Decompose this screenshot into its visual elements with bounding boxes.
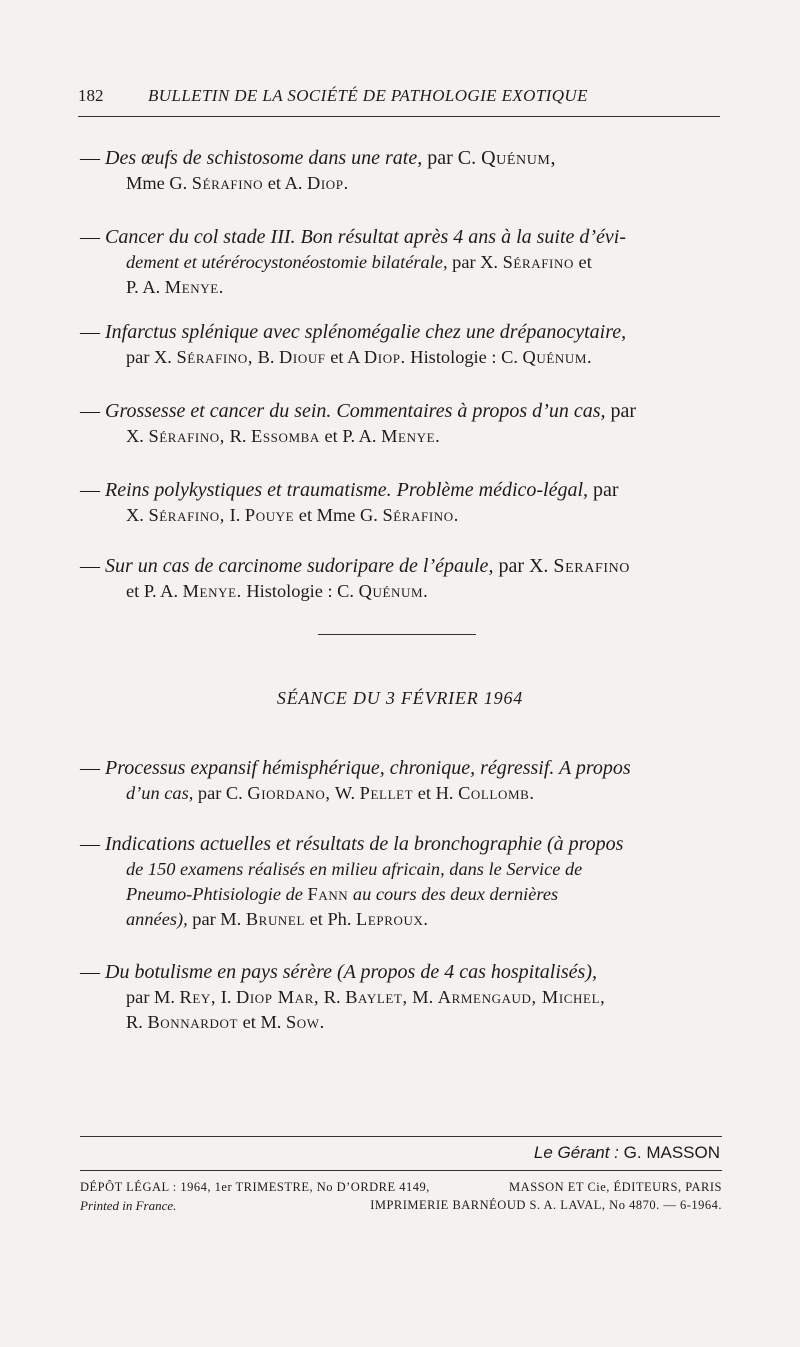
communication-entry	[80, 320, 722, 370]
author-name: Rey,	[179, 987, 217, 1007]
entry-text: R.	[225, 426, 252, 446]
entry-line	[80, 424, 722, 449]
seance-title: SÉANCE DU 3 FÉVRIER 1964	[276, 688, 524, 708]
entry-text: par	[588, 479, 619, 501]
author-name: Menye.	[164, 277, 224, 297]
entry-text: et H.	[413, 783, 459, 803]
running-title: BULLETIN DE LA SOCIÉTÉ DE PATHOLOGIE EXOTIQUE	[148, 86, 588, 105]
author-name: Diop Mar,	[236, 987, 320, 1007]
entry-text: par X.	[447, 252, 503, 272]
communication-entry	[80, 832, 722, 932]
entry-text: —	[80, 226, 105, 248]
entry-text: et P. A.	[319, 426, 382, 446]
title-text: Sur un cas de carcinome sudoripare de l’épaule,	[105, 555, 494, 577]
title-text: d’un cas,	[126, 783, 194, 803]
author-name: Brunel	[245, 909, 306, 929]
entry-text: I.	[216, 987, 237, 1007]
author-name: Fann	[307, 884, 349, 904]
entry-line	[80, 960, 722, 985]
author-name: Sérafino,	[176, 347, 254, 367]
entry-line	[80, 250, 722, 275]
communication-entry	[80, 756, 722, 806]
entry-line	[80, 781, 722, 806]
entry-text: par C.	[422, 147, 482, 169]
author-name: Sérafino,	[148, 426, 225, 446]
author-name: Sérafino	[502, 252, 574, 272]
entry-text: Histologie : C.	[241, 581, 359, 601]
entry-text: par X.	[493, 555, 554, 577]
printed-in: Printed in France.	[80, 1198, 177, 1213]
author-name: Pouye	[244, 505, 295, 525]
author-name: Pellet	[359, 783, 414, 803]
title-text: années),	[126, 909, 188, 929]
entry-text: et M.	[238, 1012, 286, 1032]
communication-entry	[80, 478, 722, 528]
entry-text: et Mme G.	[294, 505, 383, 525]
author-name: Diouf	[279, 347, 326, 367]
entry-line	[80, 399, 722, 424]
entry-text: et A	[325, 347, 364, 367]
page-number: 182	[78, 86, 104, 105]
entry-text: —	[80, 555, 105, 577]
communication-entry	[80, 146, 722, 196]
entry-line	[80, 171, 722, 196]
depot-right: MASSON ET Cie, ÉDITEURS, PARIS	[509, 1180, 722, 1194]
depot-left: DÉPÔT LÉGAL : 1964, 1er TRIMESTRE, No D’ORDRE 4149,	[80, 1180, 430, 1194]
title-text: Du botulisme en pays sérère (A propos de 4 cas hospitalisés),	[105, 961, 597, 983]
entry-text: I.	[225, 505, 245, 525]
title-text: de 150 examens réalisés en milieu africain, dans le Service de	[126, 859, 583, 879]
author-name: Sérafino	[191, 173, 264, 193]
author-name: Essomba	[251, 426, 320, 446]
author-name: Diop.	[307, 173, 349, 193]
author-name: Sérafino.	[382, 505, 459, 525]
title-text: dement et utérérocystonéostomie bilatérale,	[126, 252, 448, 272]
title-text: Cancer du col stade III. Bon résultat après 4 ans à la suite d’évi-	[105, 226, 627, 248]
entry-text: et	[573, 252, 592, 272]
entry-line	[80, 554, 722, 579]
entry-text: P. A.	[126, 277, 165, 297]
entry-line	[80, 146, 722, 171]
title-text: Pneumo-Phtisiologie de	[126, 884, 308, 904]
author-name: Quénum,	[481, 147, 557, 169]
author-name: Diop.	[363, 347, 406, 367]
section-divider	[318, 634, 476, 635]
gerant-line	[534, 1143, 720, 1163]
entry-text: W.	[330, 783, 360, 803]
running-header	[78, 86, 720, 110]
footer-rule	[80, 1136, 722, 1137]
entry-line	[80, 225, 722, 250]
entry-line	[80, 907, 722, 932]
imprimerie: IMPRIMERIE BARNÉOUD S. A. LAVAL, No 4870. — 6-1964.	[370, 1198, 722, 1212]
entry-text: et Ph.	[305, 909, 357, 929]
title-text: Des œufs de schistosome dans une rate,	[105, 147, 423, 169]
entry-text: par	[605, 400, 637, 422]
entry-line	[80, 985, 722, 1010]
author-name: Giordano,	[247, 783, 331, 803]
entry-line	[80, 857, 722, 882]
author-name: Menye.	[381, 426, 441, 446]
communication-entry	[80, 399, 722, 449]
title-text: Reins polykystiques et traumatisme. Problème médico-légal,	[105, 479, 589, 501]
entry-line	[80, 320, 722, 345]
entry-text: X.	[126, 505, 149, 525]
title-text: Grossesse et cancer du sein. Commentaires à propos d’un cas,	[105, 400, 606, 422]
entry-line	[80, 882, 722, 907]
title-text: Processus expansif hémisphérique, chronique, régressif. A propos	[105, 757, 631, 779]
author-name: Menye.	[182, 581, 242, 601]
author-name: Serafino	[553, 555, 631, 577]
entry-line	[80, 503, 722, 528]
entry-text: et P. A.	[126, 581, 183, 601]
author-name: Baylet,	[345, 987, 408, 1007]
entry-text: —	[80, 479, 105, 501]
entry-text: —	[80, 400, 105, 422]
author-name: Leproux.	[356, 909, 429, 929]
entry-text: par X.	[126, 347, 177, 367]
author-name: Armengaud, Michel,	[437, 987, 606, 1007]
entry-text: par M.	[187, 909, 246, 929]
entry-text: —	[80, 757, 105, 779]
printer-line	[80, 1198, 722, 1214]
entry-text: —	[80, 833, 105, 855]
header-rule	[78, 116, 720, 117]
author-name: Sérafino,	[148, 505, 225, 525]
title-text: Infarctus splénique avec splénomégalie chez une drépanocytaire,	[105, 321, 627, 343]
entry-line	[80, 1010, 722, 1035]
entry-line	[80, 275, 722, 300]
title-text: Indications actuelles et résultats de la bronchographie (à propos	[105, 833, 624, 855]
entry-text: M.	[407, 987, 438, 1007]
communication-entry	[80, 960, 722, 1035]
author-name: Quénum.	[522, 347, 593, 367]
author-name: Collomb.	[458, 783, 535, 803]
entry-text: par C.	[193, 783, 248, 803]
communication-entry	[80, 225, 722, 300]
footer-rule-2	[80, 1170, 722, 1171]
entry-text: par M.	[126, 987, 180, 1007]
entry-line	[80, 579, 722, 604]
entry-line	[80, 345, 722, 370]
author-name: Bonnardot	[147, 1012, 239, 1032]
gerant-label: Le Gérant :	[533, 1143, 619, 1162]
entry-text: B.	[253, 347, 280, 367]
entry-text: R.	[126, 1012, 148, 1032]
author-name: Quénum.	[358, 581, 429, 601]
entry-text: R.	[319, 987, 346, 1007]
entry-line	[80, 832, 722, 857]
entry-line	[80, 756, 722, 781]
entry-text: et A.	[263, 173, 308, 193]
entry-line	[80, 478, 722, 503]
entry-text: —	[80, 321, 105, 343]
entry-text: Mme G.	[126, 173, 192, 193]
gerant-name: G. MASSON	[618, 1143, 720, 1162]
author-name: Sow.	[285, 1012, 325, 1032]
entry-text: —	[80, 147, 105, 169]
entry-text: —	[80, 961, 105, 983]
title-text: au cours des deux dernières	[348, 884, 559, 904]
communication-entry	[80, 554, 722, 604]
depot-legal	[80, 1180, 722, 1195]
entry-text: Histologie : C.	[405, 347, 523, 367]
entry-text: X.	[126, 426, 149, 446]
